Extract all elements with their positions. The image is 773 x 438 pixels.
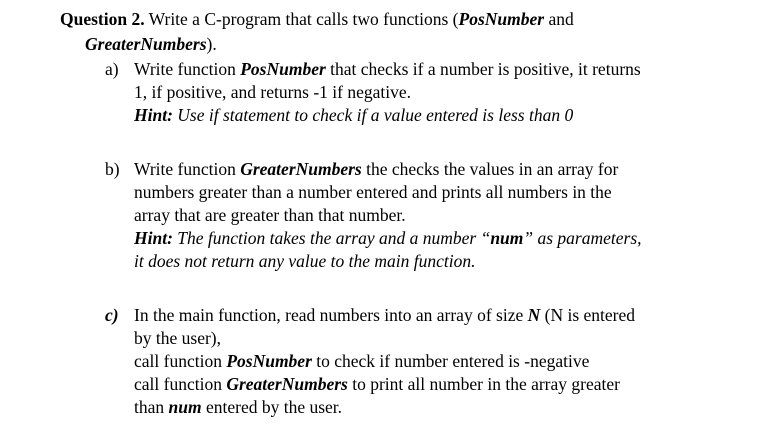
part-a-hint-text: Use if statement to check if a value entered is less than 0 (172, 105, 574, 125)
part-c-line-3-post: to check if number entered is -negative (311, 351, 590, 371)
part-a-line-1 (134, 58, 641, 80)
part-c-line-5-post: entered by the user. (201, 397, 343, 417)
part-c-function-greaternumbers: GreaterNumbers (226, 374, 348, 394)
question-heading-line-2 (85, 33, 217, 55)
part-b-hint (134, 227, 642, 249)
part-b-line-1 (134, 158, 618, 180)
part-b-line-3: array that are greater than that number. (134, 205, 406, 225)
part-b-line-1-pre: Write function (134, 159, 241, 179)
part-a-line-1-pre: Write function (134, 59, 241, 79)
part-a-hint (134, 104, 573, 126)
part-b-hint-label: Hint: (134, 228, 173, 248)
part-c-size-n: N (527, 305, 541, 325)
part-c-line-1-post: (N is entered (540, 305, 636, 325)
part-a-line-2: 1, if positive, and returns -1 if negative. (134, 82, 412, 102)
part-a-function-name: PosNumber (240, 59, 326, 79)
part-c-line-3 (134, 350, 589, 372)
part-b-hint-post: ” as parameters, (523, 228, 642, 248)
part-a-hint-label: Hint: (134, 105, 173, 125)
part-c-line-2: by the user), (134, 328, 221, 348)
question-label: Question 2. (60, 9, 145, 29)
part-b-line-2: numbers greater than a number entered and prints all numbers in the (134, 182, 612, 202)
part-b-label: b) (105, 159, 120, 179)
question-intro: Write a C-program that calls two functions ( (144, 9, 459, 29)
part-c-line-5-pre: than (134, 397, 169, 417)
part-c-line-4 (134, 373, 620, 395)
part-c-label: c) (105, 305, 119, 325)
part-c-line-4-pre: call function (134, 374, 227, 394)
part-c-line-1 (134, 304, 635, 326)
part-b-function-name: GreaterNumbers (240, 159, 362, 179)
question-heading-line-1 (60, 8, 574, 30)
part-c-line-4-post: to print all number in the array greater (347, 374, 620, 394)
part-a-line-1-post: that checks if a number is positive, it returns (325, 59, 641, 79)
part-a-label: a) (105, 59, 119, 79)
function-name-greaternumbers: GreaterNumbers (85, 34, 207, 54)
part-c-function-posnumber: PosNumber (226, 351, 312, 371)
part-c-line-5 (134, 396, 342, 418)
question-close: ). (206, 34, 217, 54)
part-c-line-1-pre: In the main function, read numbers into an array of size (134, 305, 528, 325)
part-c-line-3-pre: call function (134, 351, 227, 371)
function-name-posnumber: PosNumber (458, 9, 545, 29)
part-b-line-1-post: the checks the values in an array for (361, 159, 619, 179)
question-and: and (544, 9, 574, 29)
part-b-hint-num: num (490, 228, 524, 248)
part-c-num: num (168, 397, 202, 417)
part-b-hint-pre: The function takes the array and a number “ (172, 228, 491, 248)
part-b-hint-line-2: it does not return any value to the main function. (134, 251, 476, 271)
